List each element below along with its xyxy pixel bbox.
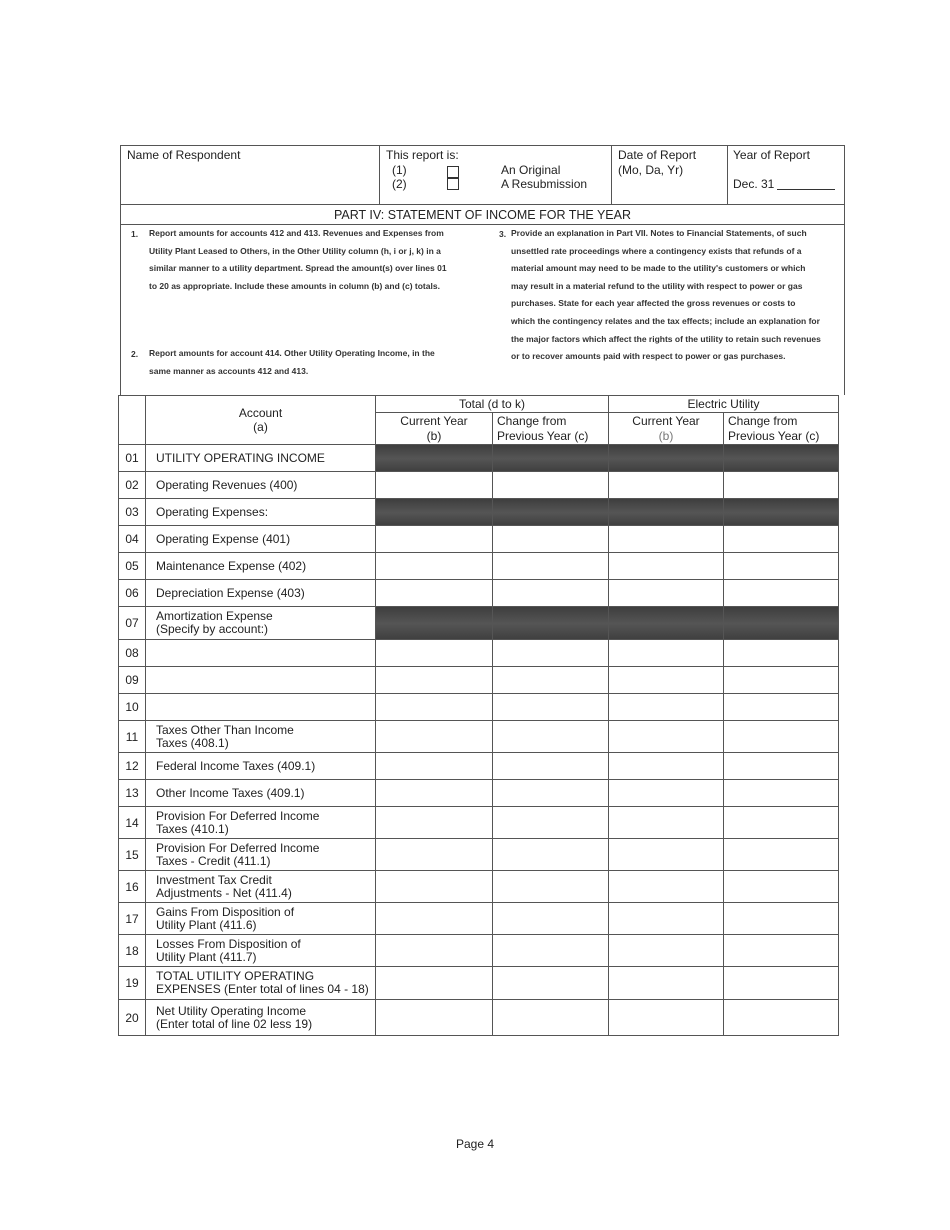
amount-cell[interactable] <box>376 903 493 935</box>
line-number: 11 <box>119 721 146 753</box>
year-blank[interactable] <box>777 189 835 190</box>
table-row <box>119 640 839 667</box>
amount-cell[interactable] <box>724 694 839 721</box>
amount-cell[interactable] <box>609 871 724 903</box>
table-row <box>119 445 839 472</box>
amount-cell[interactable] <box>493 472 609 499</box>
amount-cell[interactable] <box>724 903 839 935</box>
account-name-continued: Taxes (410.1) <box>156 821 229 836</box>
account-cell <box>146 807 376 839</box>
year-value: Dec. 31 <box>733 177 775 191</box>
account-name-continued: Taxes (408.1) <box>156 735 229 750</box>
account-name: Losses From Disposition of <box>156 936 301 951</box>
shaded-cell <box>376 499 493 526</box>
table-row <box>119 526 839 553</box>
amount-cell[interactable] <box>493 935 609 967</box>
shaded-cell <box>376 607 493 640</box>
amount-cell[interactable] <box>493 553 609 580</box>
account-cell <box>146 780 376 807</box>
instruction-1-number: 1. <box>131 229 139 239</box>
amount-cell[interactable] <box>376 721 493 753</box>
table-row <box>119 667 839 694</box>
amount-cell[interactable] <box>609 753 724 780</box>
account-cell <box>146 903 376 935</box>
account-name-continued: Adjustments - Net (411.4) <box>156 885 292 900</box>
col-e-header: Change from <box>724 413 839 429</box>
amount-cell[interactable] <box>724 871 839 903</box>
account-name: Operating Expense (401) <box>156 531 291 546</box>
table-row <box>119 903 839 935</box>
instruction-2-number: 2. <box>131 349 139 359</box>
amount-cell[interactable] <box>376 967 493 1000</box>
table-row <box>119 967 839 1000</box>
line-number-header <box>119 396 146 445</box>
account-cell <box>146 753 376 780</box>
amount-cell[interactable] <box>724 667 839 694</box>
account-name: Federal Income Taxes (409.1) <box>156 758 316 773</box>
account-name-continued: Utility Plant (411.7) <box>156 949 257 964</box>
account-name: UTILITY OPERATING INCOME <box>156 450 325 465</box>
amount-cell[interactable] <box>376 580 493 607</box>
amount-cell[interactable] <box>609 640 724 667</box>
amount-cell[interactable] <box>609 935 724 967</box>
amount-cell[interactable] <box>376 640 493 667</box>
line-number: 03 <box>119 499 146 526</box>
line-number: 08 <box>119 640 146 667</box>
instructions <box>120 225 845 395</box>
resubmission-label: A Resubmission <box>501 177 588 191</box>
amount-cell[interactable] <box>493 526 609 553</box>
table-row <box>119 753 839 780</box>
account-name: Net Utility Operating Income <box>156 1003 307 1018</box>
amount-cell[interactable] <box>376 553 493 580</box>
col-d-header: Current Year <box>609 413 724 429</box>
table-row <box>119 807 839 839</box>
amount-cell[interactable] <box>609 526 724 553</box>
amount-cell[interactable] <box>609 694 724 721</box>
table-row <box>119 839 839 871</box>
shaded-cell <box>493 445 609 472</box>
table-row <box>119 499 839 526</box>
account-cell <box>146 640 376 667</box>
table-row <box>119 580 839 607</box>
table-row <box>119 1000 839 1036</box>
account-name: Depreciation Expense (403) <box>156 585 305 600</box>
amount-cell[interactable] <box>609 903 724 935</box>
account-cell <box>146 499 376 526</box>
account-header <box>146 396 376 445</box>
amount-cell[interactable] <box>493 721 609 753</box>
account-name-continued: (Specify by account:) <box>156 622 269 636</box>
amount-cell[interactable] <box>376 780 493 807</box>
line-number: 13 <box>119 780 146 807</box>
account-name: TOTAL UTILITY OPERATING <box>156 969 315 983</box>
account-header-label: Account <box>238 406 283 420</box>
original-label: An Original <box>501 163 561 177</box>
income-statement-table <box>118 395 839 1036</box>
account-cell <box>146 667 376 694</box>
shaded-cell <box>724 499 839 526</box>
shaded-cell <box>493 499 609 526</box>
amount-cell[interactable] <box>609 780 724 807</box>
account-name: Investment Tax Credit <box>156 872 272 887</box>
account-cell <box>146 607 376 640</box>
col-b-header: Current Year <box>376 413 493 429</box>
amount-cell[interactable] <box>493 871 609 903</box>
amount-cell[interactable] <box>609 553 724 580</box>
line-number: 09 <box>119 667 146 694</box>
shaded-cell <box>609 607 724 640</box>
account-name: Maintenance Expense (402) <box>156 558 307 573</box>
col-b-letter: (b) <box>376 429 493 445</box>
account-cell <box>146 445 376 472</box>
line-number: 10 <box>119 694 146 721</box>
account-cell <box>146 935 376 967</box>
instruction-3-number: 3. <box>499 229 507 239</box>
account-name-continued: (Enter total of line 02 less 19) <box>156 1016 313 1031</box>
line-number: 01 <box>119 445 146 472</box>
instruction-2: Report amounts for account 414. Other Utility Operating Income, in the same manner as accounts 412 and 413. <box>149 348 435 376</box>
account-name-continued: EXPENSES (Enter total of lines 04 - 18) <box>156 982 369 996</box>
amount-cell[interactable] <box>724 553 839 580</box>
account-name: Other Income Taxes (409.1) <box>156 785 305 800</box>
amount-cell[interactable] <box>376 694 493 721</box>
line-number: 07 <box>119 607 146 640</box>
option1-number: (1) <box>392 163 407 177</box>
amount-cell[interactable] <box>493 694 609 721</box>
account-name-continued: Taxes - Credit (411.1) <box>156 853 271 868</box>
shaded-cell <box>493 607 609 640</box>
amount-cell[interactable] <box>376 935 493 967</box>
shaded-cell <box>724 607 839 640</box>
amount-cell[interactable] <box>609 839 724 871</box>
table-row <box>119 472 839 499</box>
line-number: 12 <box>119 753 146 780</box>
resubmission-checkbox[interactable] <box>447 177 459 195</box>
line-number: 04 <box>119 526 146 553</box>
amount-cell[interactable] <box>376 871 493 903</box>
amount-cell[interactable] <box>724 967 839 1000</box>
amount-cell[interactable] <box>724 780 839 807</box>
account-header-letter: (a) <box>253 420 268 434</box>
amount-cell[interactable] <box>609 667 724 694</box>
date-format: (Mo, Da, Yr) <box>618 163 684 177</box>
shaded-cell <box>609 499 724 526</box>
amount-cell[interactable] <box>724 721 839 753</box>
instruction-1: Report amounts for accounts 412 and 413. Revenues and Expenses from Utility Plant Leased to Others, in the Other Utility column (h, i or j, k) in a similar manner to a utility department. Spread the amount(s) over lines 01 to 20 as appropriate. Include these amounts in column (b) and (c) totals. <box>149 228 447 291</box>
shaded-cell <box>376 445 493 472</box>
amount-cell[interactable] <box>724 807 839 839</box>
amount-cell[interactable] <box>493 807 609 839</box>
amount-cell[interactable] <box>609 472 724 499</box>
account-cell <box>146 871 376 903</box>
part-title: PART IV: STATEMENT OF INCOME FOR THE YEAR <box>120 205 845 225</box>
respondent-label: Name of Respondent <box>127 148 241 162</box>
account-cell <box>146 721 376 753</box>
account-cell <box>146 553 376 580</box>
col-c-sub: Previous Year (c) <box>493 429 609 445</box>
amount-cell[interactable] <box>493 640 609 667</box>
col-e-sub: Previous Year (c) <box>724 429 839 445</box>
account-name: Taxes Other Than Income <box>156 722 294 737</box>
amount-cell[interactable] <box>609 807 724 839</box>
line-number: 16 <box>119 871 146 903</box>
account-name: Provision For Deferred Income <box>156 840 320 855</box>
amount-cell[interactable] <box>493 839 609 871</box>
amount-cell[interactable] <box>376 807 493 839</box>
table-row <box>119 607 839 640</box>
amount-cell[interactable] <box>493 667 609 694</box>
amount-cell[interactable] <box>493 753 609 780</box>
amount-cell[interactable] <box>493 1000 609 1036</box>
table-row <box>119 694 839 721</box>
account-cell <box>146 472 376 499</box>
account-cell <box>146 526 376 553</box>
option2-number: (2) <box>392 177 407 191</box>
account-cell <box>146 839 376 871</box>
amount-cell[interactable] <box>376 753 493 780</box>
account-name: Provision For Deferred Income <box>156 808 320 823</box>
shaded-cell <box>724 445 839 472</box>
account-name: Operating Expenses: <box>156 504 269 519</box>
line-number: 18 <box>119 935 146 967</box>
account-name: Gains From Disposition of <box>156 904 295 919</box>
table-row <box>119 871 839 903</box>
amount-cell[interactable] <box>724 640 839 667</box>
table-row <box>119 721 839 753</box>
line-number: 05 <box>119 553 146 580</box>
amount-cell[interactable] <box>724 1000 839 1036</box>
date-label: Date of Report <box>618 148 697 162</box>
amount-cell[interactable] <box>609 967 724 1000</box>
line-number: 15 <box>119 839 146 871</box>
col-c-header: Change from <box>493 413 609 429</box>
line-number: 14 <box>119 807 146 839</box>
table-row <box>119 935 839 967</box>
line-number: 17 <box>119 903 146 935</box>
amount-cell[interactable] <box>376 839 493 871</box>
amount-cell[interactable] <box>724 839 839 871</box>
account-cell <box>146 694 376 721</box>
report-header <box>120 145 845 205</box>
electric-group-header: Electric Utility <box>609 396 839 413</box>
amount-cell[interactable] <box>376 526 493 553</box>
account-cell <box>146 1000 376 1036</box>
amount-cell[interactable] <box>724 580 839 607</box>
account-name: Amortization Expense <box>156 609 273 623</box>
year-label: Year of Report <box>733 148 810 162</box>
col-d-letter: (b) <box>609 429 724 445</box>
amount-cell[interactable] <box>609 721 724 753</box>
amount-cell[interactable] <box>724 935 839 967</box>
instruction-3: Provide an explanation in Part VII. Notes to Financial Statements, of such unsettled rate proceedings where a contingency exists that refunds of a material amount may need to be made to the utility's customers or which may result in a material refund to the utility with respect to power or gas purchases. State for each year affected the gross revenues or costs to which the contingency relates and the tax effects; include an explanation for the major factors which affect the rights of the utility to retain such revenues or to recover amounts paid with respect to power or gas purchases. <box>511 228 821 362</box>
amount-cell[interactable] <box>724 526 839 553</box>
report-is-label: This report is: <box>386 148 459 162</box>
total-group-header: Total (d to k) <box>376 396 609 413</box>
amount-cell[interactable] <box>376 472 493 499</box>
page-number: Page 4 <box>455 1137 495 1151</box>
table-row <box>119 553 839 580</box>
account-name-continued: Utility Plant (411.6) <box>156 917 257 932</box>
amount-cell[interactable] <box>724 753 839 780</box>
account-name: Operating Revenues (400) <box>156 477 298 492</box>
line-number: 20 <box>119 1000 146 1036</box>
line-number: 06 <box>119 580 146 607</box>
amount-cell[interactable] <box>493 780 609 807</box>
account-cell <box>146 967 376 1000</box>
amount-cell[interactable] <box>493 580 609 607</box>
amount-cell[interactable] <box>609 1000 724 1036</box>
line-number: 02 <box>119 472 146 499</box>
amount-cell[interactable] <box>724 472 839 499</box>
amount-cell[interactable] <box>493 903 609 935</box>
table-row <box>119 780 839 807</box>
amount-cell[interactable] <box>376 1000 493 1036</box>
line-number: 19 <box>119 967 146 1000</box>
amount-cell[interactable] <box>376 667 493 694</box>
account-cell <box>146 580 376 607</box>
amount-cell[interactable] <box>493 967 609 1000</box>
shaded-cell <box>609 445 724 472</box>
amount-cell[interactable] <box>609 580 724 607</box>
